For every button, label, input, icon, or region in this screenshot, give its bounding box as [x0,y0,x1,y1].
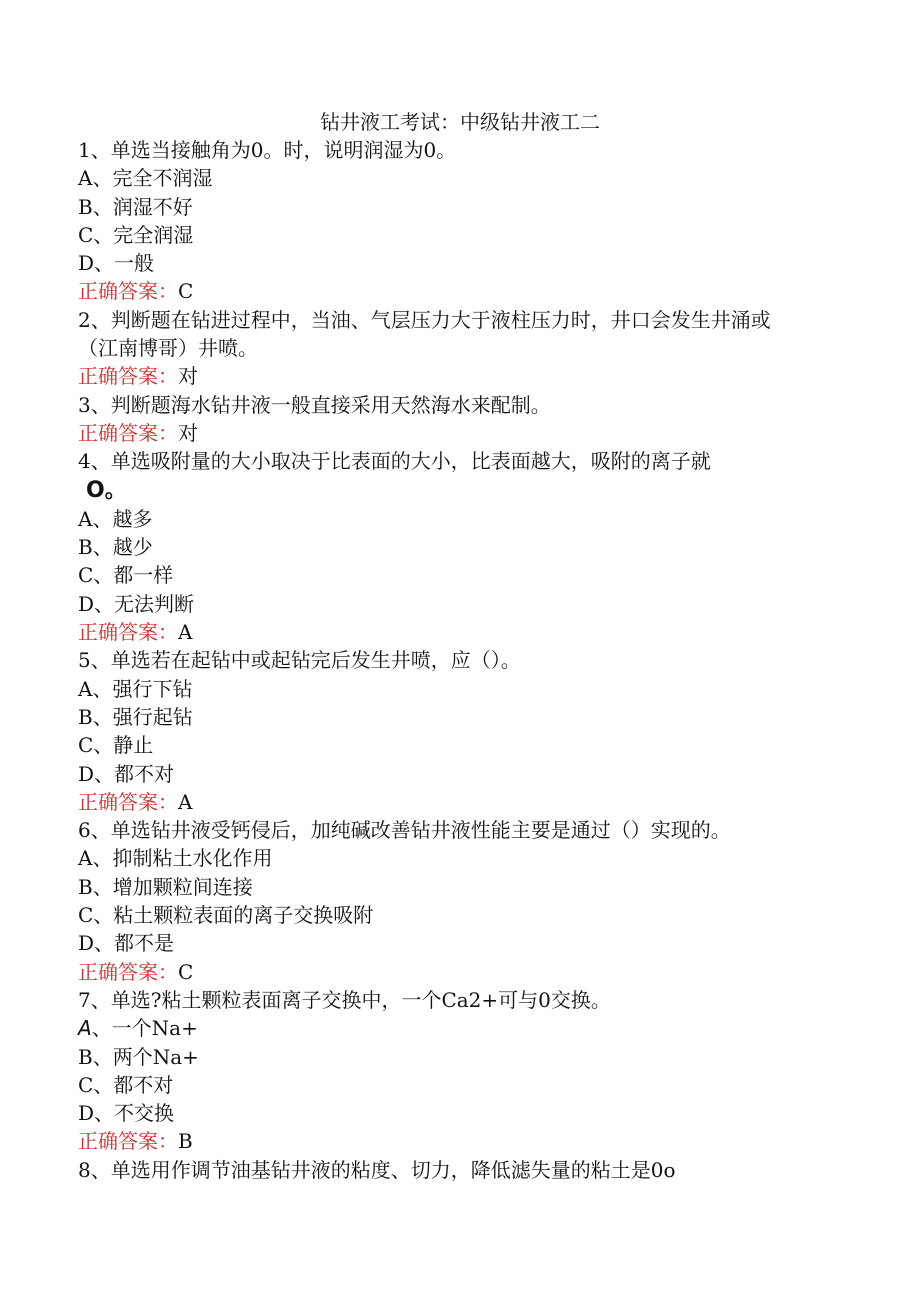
question-2 [78,306,858,391]
answer-line [78,362,858,390]
option-c: C、都一样 [78,563,174,588]
option-d: D、都不对 [78,761,175,786]
question-3 [78,391,858,448]
question-stem-line-2: （江南博哥）井喷。 [78,336,258,361]
option-a: A、完全不润湿 [78,166,213,191]
option-c: C、完全润湿 [78,222,194,247]
answer-line [78,419,858,447]
answer-line [78,618,858,646]
answer-value: B [178,1129,193,1154]
option-b: B、越少 [78,535,153,560]
question-6 [78,816,858,986]
question-stem: 5、单选若在起钻中或起钻完后发生井喷，应（）。 [78,648,521,673]
option-d: D、不交换 [78,1101,175,1126]
answer-label: 正确答案： [78,364,178,389]
question-5 [78,646,858,816]
question-8 [78,1156,858,1184]
answer-value: 对 [178,420,198,445]
option-a-letter: A [78,1016,92,1041]
blank-placeholder: O。 [86,477,127,503]
answer-value: A [178,789,193,814]
answer-line [78,1127,858,1155]
option-c: C、都不对 [78,1072,174,1097]
option-a: A、抑制粘土水化作用 [78,846,273,871]
answer-label: 正确答案： [78,620,178,645]
question-list [78,136,858,1184]
answer-label: 正确答案： [78,420,178,445]
answer-label: 正确答案： [78,789,178,814]
answer-value: C [178,959,194,984]
document-title: 钻井液工考试：中级钻井液工二 [320,110,600,134]
answer-label: 正确答案： [78,279,178,304]
option-b: B、强行起钻 [78,704,193,729]
answer-line [78,277,858,305]
answer-label: 正确答案： [78,1129,178,1154]
option-c: C、粘土颗粒表面的离子交换吸附 [78,903,374,928]
question-7 [78,986,858,1156]
question-stem-line-1: 2、判断题在钻进过程中，当油、气层压力大于液柱压力时，井口会发生井涌或 [78,307,771,332]
question-stem: 8、单选用作调节油基钻井液的粘度、切力，降低滤失量的粘土是0o [78,1157,676,1182]
question-stem: 6、单选钻井液受钙侵后，加纯碱改善钻井液性能主要是通过（）实现的。 [78,818,731,843]
option-a-text: 、一个Na+ [91,1016,198,1041]
option-b: B、润湿不好 [78,194,193,219]
option-a [78,1014,858,1042]
answer-label: 正确答案： [78,959,178,984]
option-a: A、强行下钻 [78,676,193,701]
question-stem: 3、判断题海水钻井液一般直接采用天然海水来配制。 [78,392,551,417]
option-c: C、静止 [78,733,154,758]
question-stem: 1、单选当接触角为0。时，说明润湿为0。 [78,138,457,162]
answer-value: A [178,620,193,645]
question-stem-line-2 [78,476,858,505]
question-4 [78,447,858,646]
answer-value: C [178,279,194,304]
option-a: A、越多 [78,506,153,531]
option-d: D、一般 [78,251,155,276]
option-d: D、都不是 [78,931,175,956]
question-stem-line-1: 4、单选吸附量的大小取决于比表面的大小，比表面越大，吸附的离子就 [78,449,711,474]
answer-line [78,958,858,986]
option-b: B、两个Na+ [78,1044,199,1069]
option-d: D、无法判断 [78,591,195,616]
answer-value: 对 [178,364,198,389]
question-stem: 7、单选?粘土颗粒表面离子交换中，一个Ca2+可与0交换。 [78,987,611,1012]
answer-line [78,788,858,816]
option-b: B、增加颗粒间连接 [78,874,253,899]
question-1 [78,136,858,306]
